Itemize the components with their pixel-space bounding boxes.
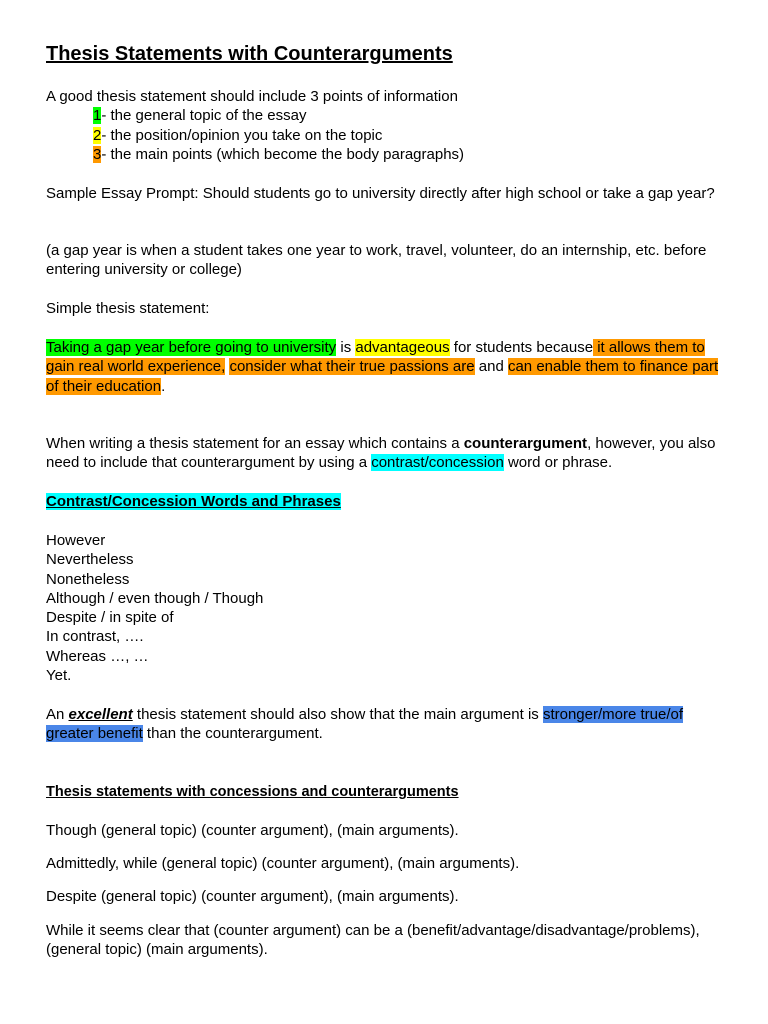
contrast-word: Yet. <box>46 667 72 685</box>
thesis-because: for students because <box>449 339 594 356</box>
intro-point-1 <box>46 106 726 125</box>
template-sentence: Despite (general topic) (counter argument), (main arguments). <box>46 888 459 905</box>
counterargument-term: counterargument <box>463 435 588 452</box>
thesis-and: and <box>474 358 508 376</box>
contrast-word: Although / even though / Though <box>46 589 264 607</box>
template-sentence: While it seems clear that (counter argument) can be a (benefit/advantage/disadvantage/problems), (general topic) (main arguments). <box>46 922 700 959</box>
excellent-paragraph <box>46 705 726 744</box>
templates-heading: Thesis statements with concessions and counterarguments <box>46 784 459 800</box>
counter-text-3: word or phrase. <box>503 454 613 472</box>
point-text-1: - the general topic of the essay <box>101 107 307 125</box>
contrast-concession-term: contrast/concession <box>371 454 504 472</box>
thesis-topic: Taking a gap year before going to university <box>46 339 337 356</box>
excellent-term: excellent <box>68 706 133 723</box>
contrast-word: Nevertheless <box>46 551 134 569</box>
point-number-1: 1 <box>93 107 102 125</box>
thesis-point-2: consider what their true passions are <box>229 358 475 376</box>
essay-prompt: Sample Essay Prompt: Should students go to university directly after high school or take a gap year? <box>46 185 715 202</box>
point-text-2: - the position/opinion you take on the topic <box>101 126 383 144</box>
thesis-is: is <box>336 339 356 356</box>
thesis-point-1: it allows them to gain real world experience, <box>46 339 705 376</box>
contrast-heading: Contrast/Concession Words and Phrases <box>46 493 341 510</box>
gap-year-note: (a gap year is when a student takes one year to work, travel, volunteer, do an internship, etc. before entering university or college) <box>46 242 707 279</box>
counter-text-2: , however, you also need to include that counterargument by using a <box>46 435 716 472</box>
templates-heading-row <box>46 782 726 802</box>
page-title: Thesis Statements with Counterarguments <box>46 43 453 65</box>
contrast-word: Whereas …, … <box>46 647 149 665</box>
simple-thesis-statement <box>46 338 726 396</box>
contrast-words-list <box>46 531 726 685</box>
stronger-argument-term: stronger/more true/of greater benefit <box>46 706 684 743</box>
template-sentence: Admittedly, while (general topic) (counter argument), (main arguments). <box>46 855 520 872</box>
thesis-point-3: can enable them to finance part of their education <box>46 358 719 395</box>
intro-lead: A good thesis statement should include 3 points of information <box>46 88 458 105</box>
point-number-2: 2 <box>93 126 102 144</box>
simple-thesis-label: Simple thesis statement: <box>46 300 210 317</box>
intro-point-2 <box>46 126 726 145</box>
contrast-word: In contrast, …. <box>46 628 144 646</box>
counter-text-1: When writing a thesis statement for an essay which contains a <box>46 435 464 452</box>
excellent-text-3: than the counterargument. <box>142 725 323 743</box>
counterargument-paragraph <box>46 434 726 473</box>
template-sentence: Though (general topic) (counter argument), (main arguments). <box>46 822 459 839</box>
thesis-end: . <box>161 377 166 395</box>
contrast-heading-row <box>46 492 726 511</box>
contrast-word: However <box>46 532 106 549</box>
point-number-3: 3 <box>93 145 102 163</box>
intro-point-3 <box>46 145 726 164</box>
contrast-word: Despite / in spite of <box>46 609 174 627</box>
point-text-3: - the main points (which become the body paragraphs) <box>101 145 465 163</box>
contrast-word: Nonetheless <box>46 570 130 588</box>
intro-section <box>46 87 726 164</box>
excellent-text-1: An <box>46 706 69 723</box>
thesis-position: advantageous <box>355 339 450 356</box>
excellent-text-2: thesis statement should also show that the main argument is <box>132 706 543 723</box>
